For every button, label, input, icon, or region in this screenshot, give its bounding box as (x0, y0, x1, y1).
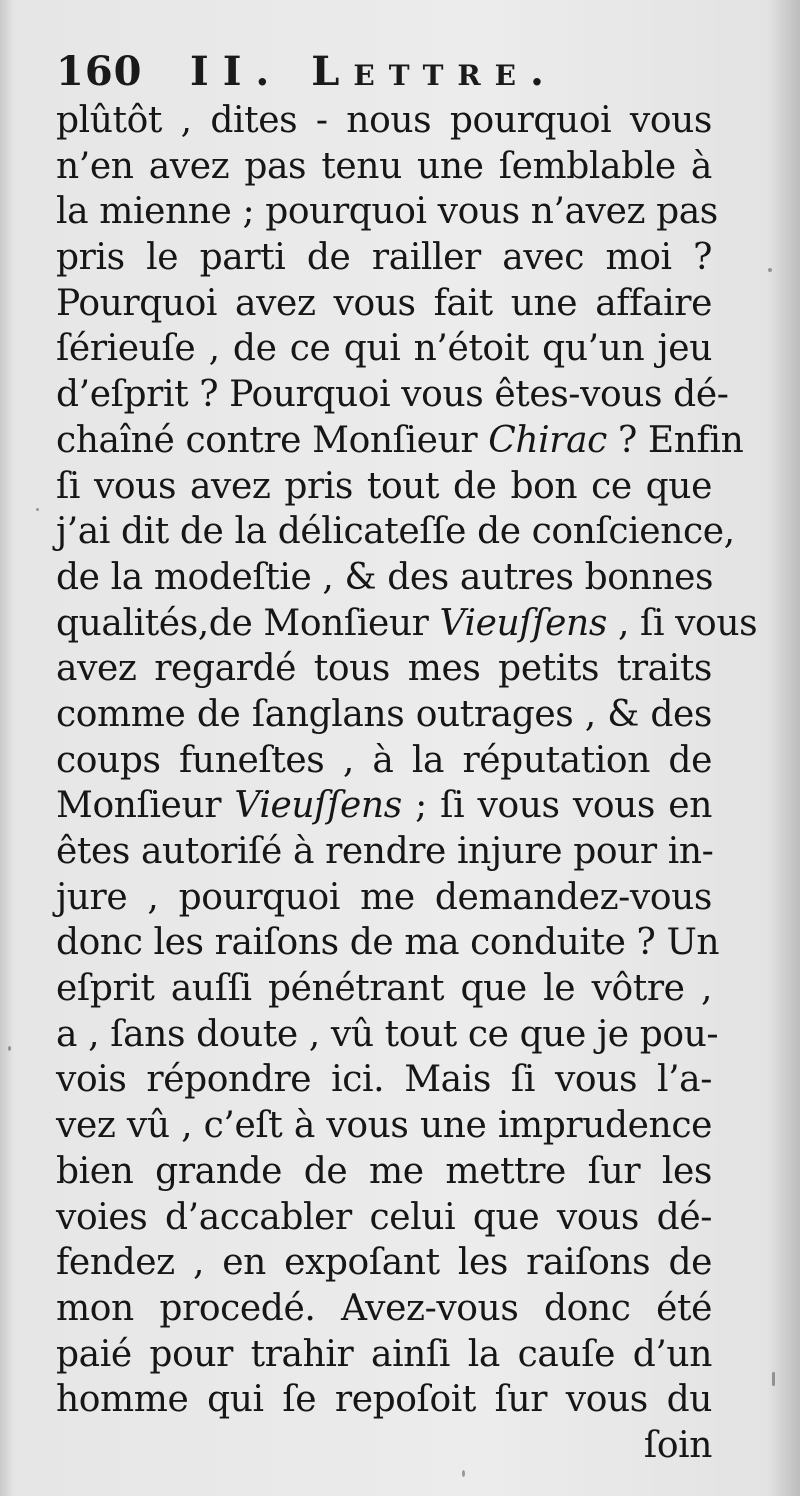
text-line: de la modeſtie , & des autres bonnes (56, 556, 714, 598)
text-line: Pourquoi avez vous fait une affaire (56, 282, 712, 324)
text-line: avez regardé tous mes petits traits (56, 648, 712, 690)
italic-name: Chirac (488, 419, 607, 461)
text-segment: qualités,de Monſieur (56, 602, 440, 644)
text-line: donc les raiſons de ma conduite ? Un (56, 922, 720, 964)
text-line: a , ſans doute , vû tout ce que je pou- (56, 1013, 719, 1055)
text-line: paié pour trahir ainſi la cauſe d’un (56, 1333, 712, 1375)
paper-speck (772, 1372, 775, 1386)
text-line: jure , pourquoi me demandez-vous (56, 876, 712, 918)
italic-name: Vieuſſens (234, 785, 402, 827)
text-line: pris le parti de railler avec moi ? (56, 237, 712, 279)
running-head: II. Lettre. (190, 48, 558, 95)
text-line: êtes autoriſé à rendre injure pour in- (56, 831, 714, 872)
text-line: fendez , en expoſant les raiſons de (56, 1242, 712, 1284)
catchword: ſoin (643, 1424, 712, 1466)
text-line: vez vû , c’eſt à vous une imprudence (56, 1105, 712, 1147)
text-line: ſi vous avez pris tout de bon ce que (56, 465, 712, 507)
text-segment: , ſi vous (606, 602, 758, 644)
page-number: 160 (56, 48, 143, 95)
body-text (56, 98, 758, 1469)
text-line: vois répondre ici. Mais ſi vous l’a- (56, 1059, 712, 1101)
italic-name: Vieuſſens (439, 602, 607, 644)
text-line: n’en avez pas tenu une ſemblable à (56, 145, 712, 187)
text-line: comme de ſanglans outrages , & des (56, 693, 712, 735)
text-segment: Monſieur (56, 785, 235, 827)
paper-speck (768, 268, 772, 272)
text-line: plûtôt , dites - nous pourquoi vous (56, 100, 712, 141)
text-line: eſprit auſſi pénétrant que le vôtre , (56, 968, 712, 1010)
text-segment: ; ſi vous vous en (401, 785, 712, 827)
text-line: la mienne ; pourquoi vous n’avez pas (56, 191, 718, 233)
text-line: homme qui ſe repoſoit ſur vous du (56, 1379, 712, 1421)
text-line (56, 418, 744, 464)
text-line: coups funeſtes , à la réputation de (56, 739, 712, 781)
text-line: j’ai dit de la délicateſſe de conſcience, (56, 511, 735, 553)
page-header (56, 46, 736, 96)
paper-speck (462, 1470, 465, 1477)
paper-speck (36, 508, 39, 511)
text-line: voies d’accabler celui que vous dé- (56, 1196, 712, 1238)
text-segment: chaîné contre Monſieur (56, 419, 489, 461)
text-line (56, 601, 758, 647)
text-line: ſérieuſe , de ce qui n’étoit qu’un jeu (56, 328, 712, 370)
text-line: mon procedé. Avez-vous donc été (56, 1287, 712, 1329)
paper-speck (8, 1046, 11, 1051)
text-line: bien grande de me mettre ſur les (56, 1150, 712, 1192)
text-line: d’eſprit ? Pourquoi vous êtes-vous dé- (56, 374, 729, 416)
text-segment: ? Enfin (606, 419, 744, 461)
text-line (56, 783, 712, 829)
